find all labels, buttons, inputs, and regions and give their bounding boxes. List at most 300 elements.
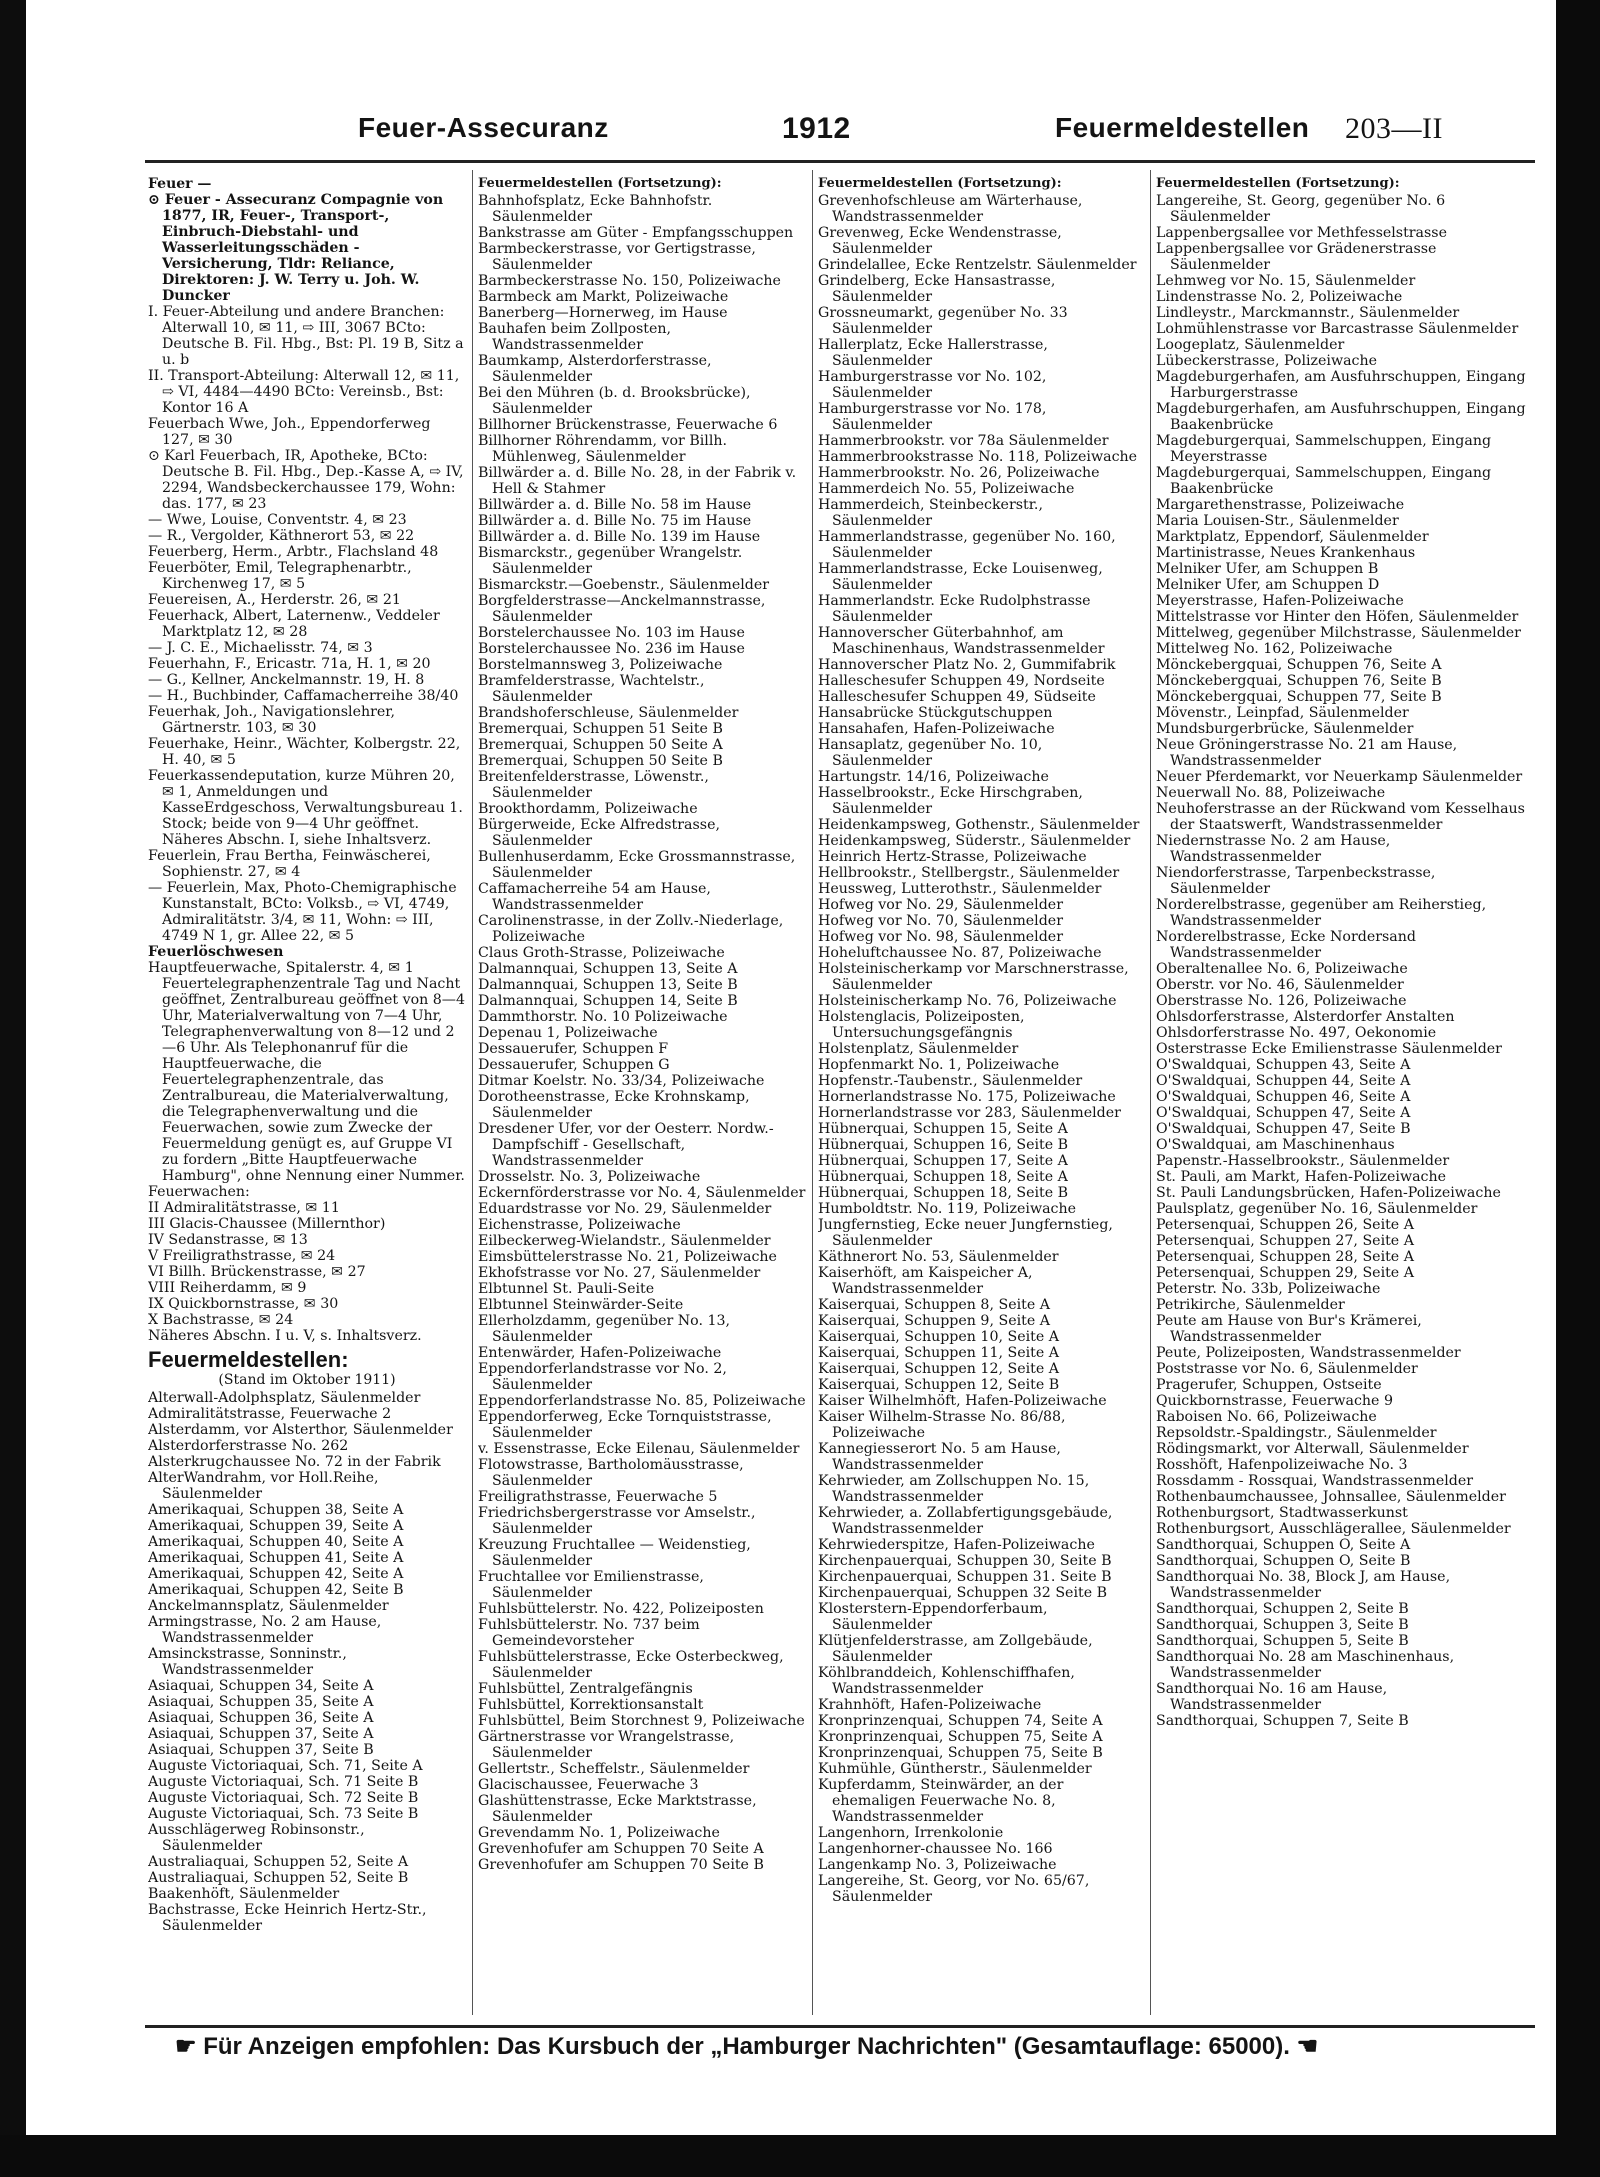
list-item: Ditmar Koelstr. No. 33/34, Polizeiwache bbox=[478, 1073, 765, 1089]
list-item: Petersenquai, Schuppen 27, Seite A bbox=[1156, 1233, 1414, 1249]
list-item: Kirchenpauerquai, Schuppen 32 Seite B bbox=[818, 1585, 1108, 1601]
list-item: Billwärder a. d. Bille No. 58 im Hause bbox=[478, 497, 752, 513]
list-item: Sandthorquai, Schuppen O, Seite A bbox=[1156, 1537, 1411, 1553]
list-item: Petersenquai, Schuppen 28, Seite A bbox=[1156, 1249, 1414, 1265]
list-item: Elbtunnel Steinwärder-Seite bbox=[478, 1297, 684, 1313]
column-2 bbox=[478, 176, 806, 2016]
list-item: Bramfelderstrasse, Wachtelstr., Säulenmelder bbox=[478, 673, 705, 705]
list-item: Amerikaquai, Schuppen 40, Seite A bbox=[148, 1534, 404, 1550]
list-item: Mittelstrasse vor Hinter den Höfen, Säulenmelder bbox=[1156, 609, 1519, 625]
list-item: Auguste Victoriaquai, Sch. 73 Seite B bbox=[148, 1806, 419, 1822]
list-item: Admiralitätstrasse, Feuerwache 2 bbox=[148, 1406, 392, 1422]
list-item: Bankstrasse am Güter - Empfangsschuppen bbox=[478, 225, 794, 241]
list-item: O'Swaldquai, am Maschinenhaus bbox=[1156, 1137, 1395, 1153]
list-item: Kirchenpauerquai, Schuppen 31. Seite B bbox=[818, 1569, 1112, 1585]
list-item: Asiaquai, Schuppen 36, Seite A bbox=[148, 1710, 374, 1726]
list-item: Grevendamm No. 1, Polizeiwache bbox=[478, 1825, 720, 1841]
list-item: — Feuerlein, Max, Photo-Chemigraphische Kunstanstalt, BCto: Volksb., ⇨ VI, 4749, Admiralitätstr. 3/4, ✉ 11, Wohn: ⇨ III, 4749 N 1, gr. Allee 22, ✉ 5 bbox=[148, 880, 457, 944]
list-item: Peterstr. No. 33b, Polizeiwache bbox=[1156, 1281, 1381, 1297]
list-item: Dalmannquai, Schuppen 13, Seite B bbox=[478, 977, 738, 993]
list-item: Kaiserhöft, am Kaispeicher A, Wandstrassenmelder bbox=[818, 1265, 1033, 1297]
list-item: AlterWandrahm, vor Holl.Reihe, Säulenmelder bbox=[148, 1470, 379, 1502]
list-item: Hoheluftchaussee No. 87, Polizeiwache bbox=[818, 945, 1102, 961]
list-item: Loogeplatz, Säulenmelder bbox=[1156, 337, 1345, 353]
list-item: Armingstrasse, No. 2 am Hause, Wandstrassenmelder bbox=[148, 1614, 382, 1646]
list-item: Alsterdamm, vor Alsterthor, Säulenmelder bbox=[148, 1422, 453, 1438]
list-item: Drosselstr. No. 3, Polizeiwache bbox=[478, 1169, 701, 1185]
list-item: Depenau 1, Polizeiwache bbox=[478, 1025, 658, 1041]
list-item: O'Swaldquai, Schuppen 47, Seite B bbox=[1156, 1121, 1411, 1137]
list-item: — J. C. E., Michaelisstr. 74, ✉ 3 bbox=[148, 640, 373, 656]
list-item: Bauhafen beim Zollposten, Wandstrassenmelder bbox=[478, 321, 672, 353]
list-item: Hansahafen, Hafen-Polizeiwache bbox=[818, 721, 1055, 737]
list-item: Hansaplatz, gegenüber No. 10, Säulenmelder bbox=[818, 737, 1043, 769]
list-item: Lappenbergsallee vor Methfesselstrasse bbox=[1156, 225, 1447, 241]
list-item: Hofweg vor No. 29, Säulenmelder bbox=[818, 897, 1063, 913]
list-item: Sandthorquai, Schuppen 5, Seite B bbox=[1156, 1633, 1409, 1649]
list-item: Fuhlsbüttelerstrasse, Ecke Osterbeckweg, Säulenmelder bbox=[478, 1649, 784, 1681]
list-item: Klosterstern-Eppendorferbaum, Säulenmelder bbox=[818, 1601, 1048, 1633]
list-item: Kaiser Wilhelmhöft, Hafen-Polizeiwache bbox=[818, 1393, 1107, 1409]
list-item: Magdeburgerquai, Sammelschuppen, Eingang Meyerstrasse bbox=[1156, 433, 1492, 465]
list-item: Halleschesufer Schuppen 49, Nordseite bbox=[818, 673, 1105, 689]
list-item: Humboldtstr. No. 119, Polizeiwache bbox=[818, 1201, 1077, 1217]
list-item: Feuerberg, Herm., Arbtr., Flachsland 48 bbox=[148, 544, 439, 560]
pointing-hand-icon: ☚ bbox=[1289, 2033, 1319, 2060]
list-item: Rothenburgsort, Stadtwasserkunst bbox=[1156, 1505, 1408, 1521]
advertisement-footer bbox=[175, 2032, 1545, 2062]
list-item: Grevenhofufer am Schuppen 70 Seite A bbox=[478, 1841, 764, 1857]
list-item: Raboisen No. 66, Polizeiwache bbox=[1156, 1409, 1377, 1425]
list-item: Osterstrasse Ecke Emilienstrasse Säulenmelder bbox=[1156, 1041, 1502, 1057]
column-separator bbox=[1150, 170, 1151, 2015]
running-header-year: 1912 bbox=[782, 112, 851, 145]
list-item: Hübnerquai, Schuppen 15, Seite A bbox=[818, 1121, 1068, 1137]
list-item: Hamburgerstrasse vor No. 178, Säulenmelder bbox=[818, 401, 1047, 433]
column-4 bbox=[1156, 176, 1536, 2016]
list-item: Australiaquai, Schuppen 52, Seite A bbox=[148, 1854, 409, 1870]
list-item: Fuhlsbüttel, Zentralgefängnis bbox=[478, 1681, 693, 1697]
list-item: Sandthorquai No. 38, Block J, am Hause, Wandstrassenmelder bbox=[1156, 1569, 1451, 1601]
list-item: Bremerquai, Schuppen 50 Seite B bbox=[478, 753, 723, 769]
list-item: Kirchenpauerquai, Schuppen 30, Seite B bbox=[818, 1553, 1112, 1569]
list-item: Ohlsdorferstrasse, Alsterdorfer Anstalten bbox=[1156, 1009, 1455, 1025]
list-item: Ekhofstrasse vor No. 27, Säulenmelder bbox=[478, 1265, 761, 1281]
column-heading: Feuermeldestellen (Fortsetzung): bbox=[478, 176, 722, 191]
list-item: Meyerstrasse, Hafen-Polizeiwache bbox=[1156, 593, 1404, 609]
list-item: Quickbornstrasse, Feuerwache 9 bbox=[1156, 1393, 1393, 1409]
list-item: Hopfenstr.-Taubenstr., Säulenmelder bbox=[818, 1073, 1083, 1089]
list-item: Hammerdeich, Steinbeckerstr., Säulenmelder bbox=[818, 497, 1043, 529]
list-item: Köhlbranddeich, Kohlenschiffhafen, Wandstrassenmelder bbox=[818, 1665, 1075, 1697]
list-item: St. Pauli, am Markt, Hafen-Polizeiwache bbox=[1156, 1169, 1447, 1185]
entry-list bbox=[1156, 193, 1536, 1729]
list-item: Ohlsdorferstrasse No. 497, Oekonomie bbox=[1156, 1025, 1437, 1041]
list-item: Jungfernstieg, Ecke neuer Jungfernstieg, Säulenmelder bbox=[818, 1217, 1113, 1249]
list-item: Kronprinzenquai, Schuppen 75, Seite A bbox=[818, 1729, 1103, 1745]
list-item: Alterwall-Adolphsplatz, Säulenmelder bbox=[148, 1390, 421, 1406]
list-item: Kaiser Wilhelm-Strasse No. 86/88, Polizeiwache bbox=[818, 1409, 1066, 1441]
list-item: Barmbeckerstrasse No. 150, Polizeiwache bbox=[478, 273, 781, 289]
list-item: Asiaquai, Schuppen 37, Seite A bbox=[148, 1726, 374, 1742]
list-item: Baumkamp, Alsterdorferstrasse, Säulenmelder bbox=[478, 353, 712, 385]
list-item: Hübnerquai, Schuppen 18, Seite A bbox=[818, 1169, 1068, 1185]
list-item: Bahnhofsplatz, Ecke Bahnhofstr. Säulenmelder bbox=[478, 193, 713, 225]
section-heading: Feuermeldestellen: bbox=[148, 1347, 349, 1372]
list-item: Melniker Ufer, am Schuppen D bbox=[1156, 577, 1380, 593]
list-item: Borstelerchaussee No. 236 im Hause bbox=[478, 641, 745, 657]
list-item: Kehrwieder, a. Zollabfertigungsgebäude, Wandstrassenmelder bbox=[818, 1505, 1113, 1537]
list-item: Hartungstr. 14/16, Polizeiwache bbox=[818, 769, 1049, 785]
list-item: Hamburgerstrasse vor No. 102, Säulenmelder bbox=[818, 369, 1047, 401]
list-item: Magdeburgerhafen, am Ausfuhrschuppen, Eingang Baakenbrücke bbox=[1156, 401, 1526, 433]
list-item: VI Billh. Brückenstrasse, ✉ 27 bbox=[148, 1264, 366, 1280]
list-item: Auguste Victoriaquai, Sch. 71 Seite B bbox=[148, 1774, 419, 1790]
list-item: Sandthorquai, Schuppen 3, Seite B bbox=[1156, 1617, 1409, 1633]
list-item: Repsoldstr.-Spaldingstr., Säulenmelder bbox=[1156, 1425, 1437, 1441]
running-header-left: Feuer-Assecuranz bbox=[358, 112, 609, 143]
list-item: Eilbeckerweg-Wielandstr., Säulenmelder bbox=[478, 1233, 771, 1249]
list-item: Lindenstrasse No. 2, Polizeiwache bbox=[1156, 289, 1403, 305]
list-item: Petrikirche, Säulenmelder bbox=[1156, 1297, 1345, 1313]
list-item: Hammerbrookstr. No. 26, Polizeiwache bbox=[818, 465, 1100, 481]
list-item: III Glacis-Chaussee (Millernthor) bbox=[148, 1216, 386, 1232]
list-item: — R., Vergolder, Käthnerort 53, ✉ 22 bbox=[148, 528, 415, 544]
column-separator bbox=[812, 170, 813, 2015]
list-item: Hübnerquai, Schuppen 17, Seite A bbox=[818, 1153, 1068, 1169]
list-item: Kaiserquai, Schuppen 8, Seite A bbox=[818, 1297, 1050, 1313]
list-item: Billwärder a. d. Bille No. 75 im Hause bbox=[478, 513, 752, 529]
list-item: Freiligrathstrasse, Feuerwache 5 bbox=[478, 1489, 718, 1505]
list-item: Dorotheenstrasse, Ecke Krohnskamp, Säulenmelder bbox=[478, 1089, 750, 1121]
list-item: — H., Buchbinder, Caffamacherreihe 38/40 bbox=[148, 688, 459, 704]
list-item: I. Feuer-Abteilung und andere Branchen: Alterwall 10, ✉ 11, ⇨ III, 3067 BCto: Deutsche B. Fil. Hbg., Bst: Pl. 19 B, Sitz a u. b bbox=[148, 304, 464, 368]
list-item: Krahnhöft, Hafen-Polizeiwache bbox=[818, 1697, 1042, 1713]
list-item: Amerikaquai, Schuppen 42, Seite B bbox=[148, 1582, 404, 1598]
running-header-right: Feuermeldestellen bbox=[1055, 112, 1310, 143]
list-item: Marktplatz, Eppendorf, Säulenmelder bbox=[1156, 529, 1429, 545]
list-item: Langenkamp No. 3, Polizeiwache bbox=[818, 1857, 1057, 1873]
list-item: Heussweg, Lutterothstr., Säulenmelder bbox=[818, 881, 1102, 897]
list-item: Mittelweg, gegenüber Milchstrasse, Säulenmelder bbox=[1156, 625, 1521, 641]
entry-list bbox=[148, 192, 466, 1344]
list-item: V Freiligrathstrasse, ✉ 24 bbox=[148, 1248, 336, 1264]
list-item: Rothenbaumchaussee, Johnsallee, Säulenmelder bbox=[1156, 1489, 1506, 1505]
list-item: Norderelbstrasse, gegenüber am Reiherstieg, Wandstrassenmelder bbox=[1156, 897, 1487, 929]
list-item: Mönckebergquai, Schuppen 76, Seite A bbox=[1156, 657, 1442, 673]
list-item: Eichenstrasse, Polizeiwache bbox=[478, 1217, 681, 1233]
list-item: Dresdener Ufer, vor der Oesterr. Nordw.-Dampfschiff - Gesellschaft, Wandstrassenmelder bbox=[478, 1121, 774, 1169]
list-item: Fuhlsbüttelerstr. No. 422, Polizeiposten bbox=[478, 1601, 764, 1617]
list-item: Halleschesufer Schuppen 49, Südseite bbox=[818, 689, 1096, 705]
list-item: — Wwe, Louise, Conventstr. 4, ✉ 23 bbox=[148, 512, 407, 528]
list-item: Eppendorferweg, Ecke Tornquiststrasse, Säulenmelder bbox=[478, 1409, 772, 1441]
list-item: IX Quickbornstrasse, ✉ 30 bbox=[148, 1296, 339, 1312]
list-item: Bei den Mühren (b. d. Brooksbrücke), Säulenmelder bbox=[478, 385, 751, 417]
list-item: Amerikaquai, Schuppen 38, Seite A bbox=[148, 1502, 404, 1518]
list-item: Hallerplatz, Ecke Hallerstrasse, Säulenmelder bbox=[818, 337, 1048, 369]
list-item: Feuerhak, Joh., Navigationslehrer, Gärtnerstr. 103, ✉ 30 bbox=[148, 704, 396, 736]
list-item: Grevenweg, Ecke Wendenstrasse, Säulenmelder bbox=[818, 225, 1062, 257]
list-item: Rödingsmarkt, vor Alterwall, Säulenmelder bbox=[1156, 1441, 1469, 1457]
list-item: Gärtnerstrasse vor Wrangelstrasse, Säulenmelder bbox=[478, 1729, 735, 1761]
column-separator bbox=[472, 170, 473, 2015]
list-item: Hofweg vor No. 98, Säulenmelder bbox=[818, 929, 1063, 945]
list-item: Glacischaussee, Feuerwache 3 bbox=[478, 1777, 699, 1793]
list-item: Hellbrookstr., Stellbergstr., Säulenmelder bbox=[818, 865, 1120, 881]
list-item: Niedernstrasse No. 2 am Hause, Wandstrassenmelder bbox=[1156, 833, 1391, 865]
list-item: Rosshöft, Hafenpolizeiwache No. 3 bbox=[1156, 1457, 1408, 1473]
list-item: Poststrasse vor No. 6, Säulenmelder bbox=[1156, 1361, 1418, 1377]
list-item: Eimsbüttelerstrasse No. 21, Polizeiwache bbox=[478, 1249, 777, 1265]
list-item: Borstelmannsweg 3, Polizeiwache bbox=[478, 657, 723, 673]
list-item: Sandthorquai No. 16 am Hause, Wandstrassenmelder bbox=[1156, 1681, 1388, 1713]
list-item: Auguste Victoriaquai, Sch. 71, Seite A bbox=[148, 1758, 423, 1774]
list-item: O'Swaldquai, Schuppen 47, Seite A bbox=[1156, 1105, 1411, 1121]
list-item: Lohmühlenstrasse vor Barcastrasse Säulenmelder bbox=[1156, 321, 1519, 337]
list-item: Bürgerweide, Ecke Alfredstrasse, Säulenmelder bbox=[478, 817, 720, 849]
list-item: Mönckebergquai, Schuppen 77, Seite B bbox=[1156, 689, 1442, 705]
list-item: Neuerwall No. 88, Polizeiwache bbox=[1156, 785, 1386, 801]
list-item: Hammerbrookstrasse No. 118, Polizeiwache bbox=[818, 449, 1138, 465]
list-item: Feuereisen, A., Herderstr. 26, ✉ 21 bbox=[148, 592, 401, 608]
list-item: Peute, Polizeiposten, Wandstrassenmelder bbox=[1156, 1345, 1461, 1361]
list-item: O'Swaldquai, Schuppen 43, Seite A bbox=[1156, 1057, 1411, 1073]
list-item: Amsinckstrasse, Sonninstr., Wandstrassenmelder bbox=[148, 1646, 347, 1678]
list-item: Hammerlandstrasse, gegenüber No. 160, Säulenmelder bbox=[818, 529, 1116, 561]
list-item: Feuerkassendeputation, kurze Mühren 20, ✉ 1, Anmeldungen und KasseErdgeschoss, Verwaltungsbureau 1. Stock; beide von 9—4 Uhr geöffnet. Näheres Abschn. I, siehe Inhaltsverz. bbox=[148, 768, 463, 848]
column-heading: Feuermeldestellen (Fortsetzung): bbox=[818, 176, 1062, 191]
list-item: Bismarckstr.—Goebenstr., Säulenmelder bbox=[478, 577, 770, 593]
list-item: Dalmannquai, Schuppen 14, Seite B bbox=[478, 993, 738, 1009]
list-item: Ellerholzdamm, gegenüber No. 13, Säulenmelder bbox=[478, 1313, 731, 1345]
list-item: Holsteinischerkamp No. 76, Polizeiwache bbox=[818, 993, 1117, 1009]
list-item: Kaiserquai, Schuppen 11, Seite A bbox=[818, 1345, 1060, 1361]
list-item: Hansabrücke Stückgutschuppen bbox=[818, 705, 1053, 721]
list-item: Kaiserquai, Schuppen 9, Seite A bbox=[818, 1313, 1050, 1329]
list-item: Friedrichsbergerstrasse vor Amselstr., Säulenmelder bbox=[478, 1505, 756, 1537]
list-item: Dessauerufer, Schuppen G bbox=[478, 1057, 670, 1073]
list-item: Holstenplatz, Säulenmelder bbox=[818, 1041, 1019, 1057]
list-item: Papenstr.-Hasselbrookstr., Säulenmelder bbox=[1156, 1153, 1450, 1169]
list-item: Feuerlöschwesen bbox=[148, 944, 284, 960]
list-item: Oberstrasse No. 126, Polizeiwache bbox=[1156, 993, 1407, 1009]
list-item: Grindelberg, Ecke Hansastrasse, Säulenmelder bbox=[818, 273, 1056, 305]
column-top-label: Feuer — bbox=[148, 176, 212, 192]
list-item: Magdeburgerhafen, am Ausfuhrschuppen, Eingang Harburgerstrasse bbox=[1156, 369, 1526, 401]
list-item: Grindelallee, Ecke Rentzelstr. Säulenmelder bbox=[818, 257, 1137, 273]
list-item: Grossneumarkt, gegenüber No. 33 Säulenmelder bbox=[818, 305, 1068, 337]
list-item: Hopfenmarkt No. 1, Polizeiwache bbox=[818, 1057, 1060, 1073]
entry-list bbox=[818, 193, 1144, 1905]
list-item: Hammerbrookstr. vor 78a Säulenmelder bbox=[818, 433, 1109, 449]
list-item: Eppendorferlandstrasse No. 85, Polizeiwache bbox=[478, 1393, 806, 1409]
list-item: Holstenglacis, Polizeiposten, Untersuchungsgefängnis bbox=[818, 1009, 1025, 1041]
list-item: Mittelweg No. 162, Polizeiwache bbox=[1156, 641, 1393, 657]
list-item: Petersenquai, Schuppen 29, Seite A bbox=[1156, 1265, 1414, 1281]
list-item: Hannoverscher Platz No. 2, Gummifabrik bbox=[818, 657, 1116, 673]
list-item: O'Swaldquai, Schuppen 44, Seite A bbox=[1156, 1073, 1411, 1089]
list-item: Flotowstrasse, Bartholomäusstrasse, Säulenmelder bbox=[478, 1457, 744, 1489]
list-item: II. Transport-Abteilung: Alterwall 12, ✉ 11, ⇨ VI, 4484—4490 BCto: Vereinsb., Bst: Kontor 16 A bbox=[148, 368, 460, 416]
list-item: Rothenburgsort, Ausschlägerallee, Säulenmelder bbox=[1156, 1521, 1511, 1537]
list-item: Kronprinzenquai, Schuppen 74, Seite A bbox=[818, 1713, 1103, 1729]
list-item: Hübnerquai, Schuppen 18, Seite B bbox=[818, 1185, 1069, 1201]
list-item: — G., Kellner, Anckelmannstr. 19, H. 8 bbox=[148, 672, 425, 688]
list-item: Hammerdeich No. 55, Polizeiwache bbox=[818, 481, 1075, 497]
list-item: Bremerquai, Schuppen 51 Seite B bbox=[478, 721, 723, 737]
list-item: Feuerwachen: bbox=[148, 1184, 250, 1200]
list-item: Eppendorferlandstrasse vor No. 2, Säulenmelder bbox=[478, 1361, 727, 1393]
list-item: Magdeburgerquai, Sammelschuppen, Eingang Baakenbrücke bbox=[1156, 465, 1492, 497]
list-item: Kuhmühle, Güntherstr., Säulenmelder bbox=[818, 1761, 1092, 1777]
scan-border-right bbox=[1556, 0, 1600, 2177]
list-item: Mövenstr., Leinpfad, Säulenmelder bbox=[1156, 705, 1409, 721]
list-item: Hauptfeuerwache, Spitalerstr. 4, ✉ 1 Feuertelegraphenzentrale Tag und Nacht geöffnet, Zentralbureau geöffnet von 8—4 Uhr, Materialverwaltung von 7—4 Uhr, Telegraphenverwaltung von 8—12 und 2—6 Uhr. Als Telephonanruf für die Hauptfeuerwache, die Feuertelegraphenzentrale, das Zentralbureau, die Materialverwaltung, die Telegraphenverwaltung und die Feuerwachen, sowie zum Zwecke der Feuermeldung genügt es, auf Gruppe VI zu fordern „Bitte Hauptfeuerwache Hamburg", ohne Nennung einer Nummer. bbox=[148, 960, 466, 1184]
list-item: Margarethenstrasse, Polizeiwache bbox=[1156, 497, 1405, 513]
list-item: Maria Louisen-Str., Säulenmelder bbox=[1156, 513, 1399, 529]
list-item: Fuhlsbüttel, Korrektionsanstalt bbox=[478, 1697, 704, 1713]
list-item: II Admiralitätstrasse, ✉ 11 bbox=[148, 1200, 340, 1216]
list-item: Pragerufer, Schuppen, Ostseite bbox=[1156, 1377, 1382, 1393]
list-item: Elbtunnel St. Pauli-Seite bbox=[478, 1281, 655, 1297]
list-item: Feuerlein, Frau Bertha, Feinwäscherei, Sophienstr. 27, ✉ 4 bbox=[148, 848, 431, 880]
list-item: Rossdamm - Rossquai, Wandstrassenmelder bbox=[1156, 1473, 1474, 1489]
list-item: Grevenhofschleuse am Wärterhause, Wandstrassenmelder bbox=[818, 193, 1083, 225]
list-item: Käthnerort No. 53, Säulenmelder bbox=[818, 1249, 1059, 1265]
list-item: Neue Gröningerstrasse No. 21 am Hause, Wandstrassenmelder bbox=[1156, 737, 1458, 769]
list-item: Brookthordamm, Polizeiwache bbox=[478, 801, 698, 817]
list-item: Gellertstr., Scheffelstr., Säulenmelder bbox=[478, 1761, 750, 1777]
list-item: Carolinenstrasse, in der Zollv.-Niederlage, Polizeiwache bbox=[478, 913, 784, 945]
footer-text: Für Anzeigen empfohlen: Das Kursbuch der „Hamburger Nachrichten" (Gesamtauflage: 65000). bbox=[203, 2033, 1290, 2060]
list-item: Fruchtallee vor Emilienstrasse, Säulenmelder bbox=[478, 1569, 704, 1601]
scan-border-left bbox=[0, 0, 26, 2177]
list-item: Kaiserquai, Schuppen 10, Seite A bbox=[818, 1329, 1060, 1345]
list-item: Billhorner Brückenstrasse, Feuerwache 6 bbox=[478, 417, 778, 433]
list-item: Oberstr. vor No. 46, Säulenmelder bbox=[1156, 977, 1404, 993]
column-heading: Feuermeldestellen (Fortsetzung): bbox=[1156, 176, 1400, 191]
list-item: v. Essenstrasse, Ecke Eilenau, Säulenmelder bbox=[478, 1441, 800, 1457]
list-item: Neuhoferstrasse an der Rückwand vom Kesselhaus der Staatswerft, Wandstrassenmelder bbox=[1156, 801, 1525, 833]
list-item: Brandshoferschleuse, Säulenmelder bbox=[478, 705, 739, 721]
list-item: Petersenquai, Schuppen 26, Seite A bbox=[1156, 1217, 1414, 1233]
list-item: Lindleystr., Marckmannstr., Säulenmelder bbox=[1156, 305, 1460, 321]
list-item: Hammerlandstrasse, Ecke Louisenweg, Säulenmelder bbox=[818, 561, 1103, 593]
list-item: Hornerlandstrasse No. 175, Polizeiwache bbox=[818, 1089, 1116, 1105]
header-rule bbox=[145, 160, 1535, 163]
list-item: Langenhorner-chaussee No. 166 bbox=[818, 1841, 1053, 1857]
section-subheading: (Stand im Oktober 1911) bbox=[218, 1372, 396, 1388]
list-item: VIII Reiherdamm, ✉ 9 bbox=[148, 1280, 307, 1296]
list-item: Baakenhöft, Säulenmelder bbox=[148, 1886, 340, 1902]
list-item: Oberaltenallee No. 6, Polizeiwache bbox=[1156, 961, 1408, 977]
list-item: Billhorner Röhrendamm, vor Billh. Mühlenweg, Säulenmelder bbox=[478, 433, 728, 465]
list-item: Langereihe, St. Georg, gegenüber No. 6 Säulenmelder bbox=[1156, 193, 1446, 225]
list-item: Feuerhahn, F., Ericastr. 71a, H. 1, ✉ 20 bbox=[148, 656, 431, 672]
list-item: ⊙ Karl Feuerbach, IR, Apotheke, BCto: Deutsche B. Fil. Hbg., Dep.-Kasse A, ⇨ IV, 2294, Wandsbeckerchaussee 179, Wohn: das. 177, ✉ 23 bbox=[148, 448, 464, 512]
list-item: Hammerlandstr. Ecke Rudolphstrasse Säulenmelder bbox=[818, 593, 1091, 625]
list-item: Peute am Hause von Bur's Krämerei, Wandstrassenmelder bbox=[1156, 1313, 1422, 1345]
scan-border-bottom bbox=[0, 2135, 1600, 2177]
list-item: Kaiserquai, Schuppen 12, Seite B bbox=[818, 1377, 1060, 1393]
list-item: IV Sedanstrasse, ✉ 13 bbox=[148, 1232, 308, 1248]
list-item: Breitenfelderstrasse, Löwenstr., Säulenmelder bbox=[478, 769, 709, 801]
list-item: Sandthorquai No. 28 am Maschinenhaus, Wandstrassenmelder bbox=[1156, 1649, 1455, 1681]
list-item: Sandthorquai, Schuppen 7, Seite B bbox=[1156, 1713, 1409, 1729]
list-item: Asiaquai, Schuppen 35, Seite A bbox=[148, 1694, 374, 1710]
list-item: Hasselbrookstr., Ecke Hirschgraben, Säulenmelder bbox=[818, 785, 1083, 817]
list-item: Entenwärder, Hafen-Polizeiwache bbox=[478, 1345, 722, 1361]
list-item: Barmbeck am Markt, Polizeiwache bbox=[478, 289, 729, 305]
list-item: Feuerhake, Heinr., Wächter, Kolbergstr. 22, H. 40, ✉ 5 bbox=[148, 736, 461, 768]
list-item: Eckernförderstrasse vor No. 4, Säulenmelder bbox=[478, 1185, 806, 1201]
list-item: Bullenhuserdamm, Ecke Grossmannstrasse, Säulenmelder bbox=[478, 849, 796, 881]
list-item: Asiaquai, Schuppen 37, Seite B bbox=[148, 1742, 374, 1758]
list-item: Lübeckerstrasse, Polizeiwache bbox=[1156, 353, 1378, 369]
list-item: Alsterdorferstrasse No. 262 bbox=[148, 1438, 349, 1454]
list-item: Lehmweg vor No. 15, Säulenmelder bbox=[1156, 273, 1416, 289]
list-item: Norderelbstrasse, Ecke Nordersand Wandstrassenmelder bbox=[1156, 929, 1416, 961]
list-item: Fuhlsbüttel, Beim Storchnest 9, Polizeiwache bbox=[478, 1713, 805, 1729]
list-item: Martinistrasse, Neues Krankenhaus bbox=[1156, 545, 1416, 561]
list-item: Feuerbach Wwe, Joh., Eppendorferweg 127, ✉ 30 bbox=[148, 416, 431, 448]
list-item: Dalmannquai, Schuppen 13, Seite A bbox=[478, 961, 738, 977]
list-item: Heidenkampsweg, Gothenstr., Säulenmelder bbox=[818, 817, 1140, 833]
list-item: Ausschlägerweg Robinsonstr., Säulenmelder bbox=[148, 1822, 365, 1854]
list-item: Dessauerufer, Schuppen F bbox=[478, 1041, 669, 1057]
list-item: St. Pauli Landungsbrücken, Hafen-Polizeiwache bbox=[1156, 1185, 1501, 1201]
list-item: Hannoverscher Güterbahnhof, am Maschinenhaus, Wandstrassenmelder bbox=[818, 625, 1105, 657]
list-item: Kehrwiederspitze, Hafen-Polizeiwache bbox=[818, 1537, 1095, 1553]
entry-list bbox=[478, 193, 806, 1873]
list-item: Banerberg—Hornerweg, im Hause bbox=[478, 305, 728, 321]
list-item: Dammthorstr. No. 10 Polizeiwache bbox=[478, 1009, 728, 1025]
pointing-hand-icon: ☛ bbox=[175, 2033, 204, 2060]
list-item: ⊙ Feuer - Assecuranz Compagnie von 1877, IR, Feuer-, Transport-, Einbruch-Diebstahl- und Wasserleitungsschäden - Versicherung, Tldr: Reliance, Direktoren: J. W. Terry u. Joh. W. Duncker bbox=[148, 192, 444, 304]
list-item: Alsterkrugchaussee No. 72 in der Fabrik bbox=[148, 1454, 441, 1470]
list-item: Neuer Pferdemarkt, vor Neuerkamp Säulenmelder bbox=[1156, 769, 1523, 785]
list-item: Grevenhofufer am Schuppen 70 Seite B bbox=[478, 1857, 764, 1873]
list-item: Billwärder a. d. Bille No. 139 im Hause bbox=[478, 529, 761, 545]
list-item: Lappenbergsallee vor Grädenerstrasse Säulenmelder bbox=[1156, 241, 1437, 273]
list-item: Asiaquai, Schuppen 34, Seite A bbox=[148, 1678, 374, 1694]
list-item: Kannegiesserort No. 5 am Hause, Wandstrassenmelder bbox=[818, 1441, 1061, 1473]
list-item: Borstelerchaussee No. 103 im Hause bbox=[478, 625, 745, 641]
list-item: Billwärder a. d. Bille No. 28, in der Fabrik v. Hell & Stahmer bbox=[478, 465, 797, 497]
list-item: Melniker Ufer, am Schuppen B bbox=[1156, 561, 1379, 577]
list-item: Kaiserquai, Schuppen 12, Seite A bbox=[818, 1361, 1060, 1377]
list-item: Langenhorn, Irrenkolonie bbox=[818, 1825, 1004, 1841]
list-item: Barmbeckerstrasse, vor Gertigstrasse, Säulenmelder bbox=[478, 241, 756, 273]
list-item: Amerikaquai, Schuppen 39, Seite A bbox=[148, 1518, 404, 1534]
list-item: X Bachstrasse, ✉ 24 bbox=[148, 1312, 294, 1328]
list-item: Heinrich Hertz-Strasse, Polizeiwache bbox=[818, 849, 1087, 865]
list-item: Borgfelderstrasse—Anckelmannstrasse, Säulenmelder bbox=[478, 593, 766, 625]
list-item: Fuhlsbüttelerstr. No. 737 beim Gemeindevorsteher bbox=[478, 1617, 700, 1649]
list-item: Kreuzung Fruchtallee — Weidenstieg, Säulenmelder bbox=[478, 1537, 751, 1569]
footer-rule bbox=[145, 2025, 1535, 2028]
list-item: Amerikaquai, Schuppen 42, Seite A bbox=[148, 1566, 404, 1582]
list-item: Auguste Victoriaquai, Sch. 72 Seite B bbox=[148, 1790, 419, 1806]
entry-list bbox=[148, 1390, 466, 1934]
list-item: Mundsburgerbrücke, Säulenmelder bbox=[1156, 721, 1414, 737]
list-item: Kupferdamm, Steinwärder, an der ehemaligen Feuerwache No. 8, Wandstrassenmelder bbox=[818, 1777, 1064, 1825]
list-item: Bismarckstr., gegenüber Wrangelstr. Säulenmelder bbox=[478, 545, 743, 577]
list-item: Klütjenfelderstrasse, am Zollgebäude, Säulenmelder bbox=[818, 1633, 1093, 1665]
list-item: Australiaquai, Schuppen 52, Seite B bbox=[148, 1870, 409, 1886]
page-number: 203—II bbox=[1345, 112, 1443, 145]
